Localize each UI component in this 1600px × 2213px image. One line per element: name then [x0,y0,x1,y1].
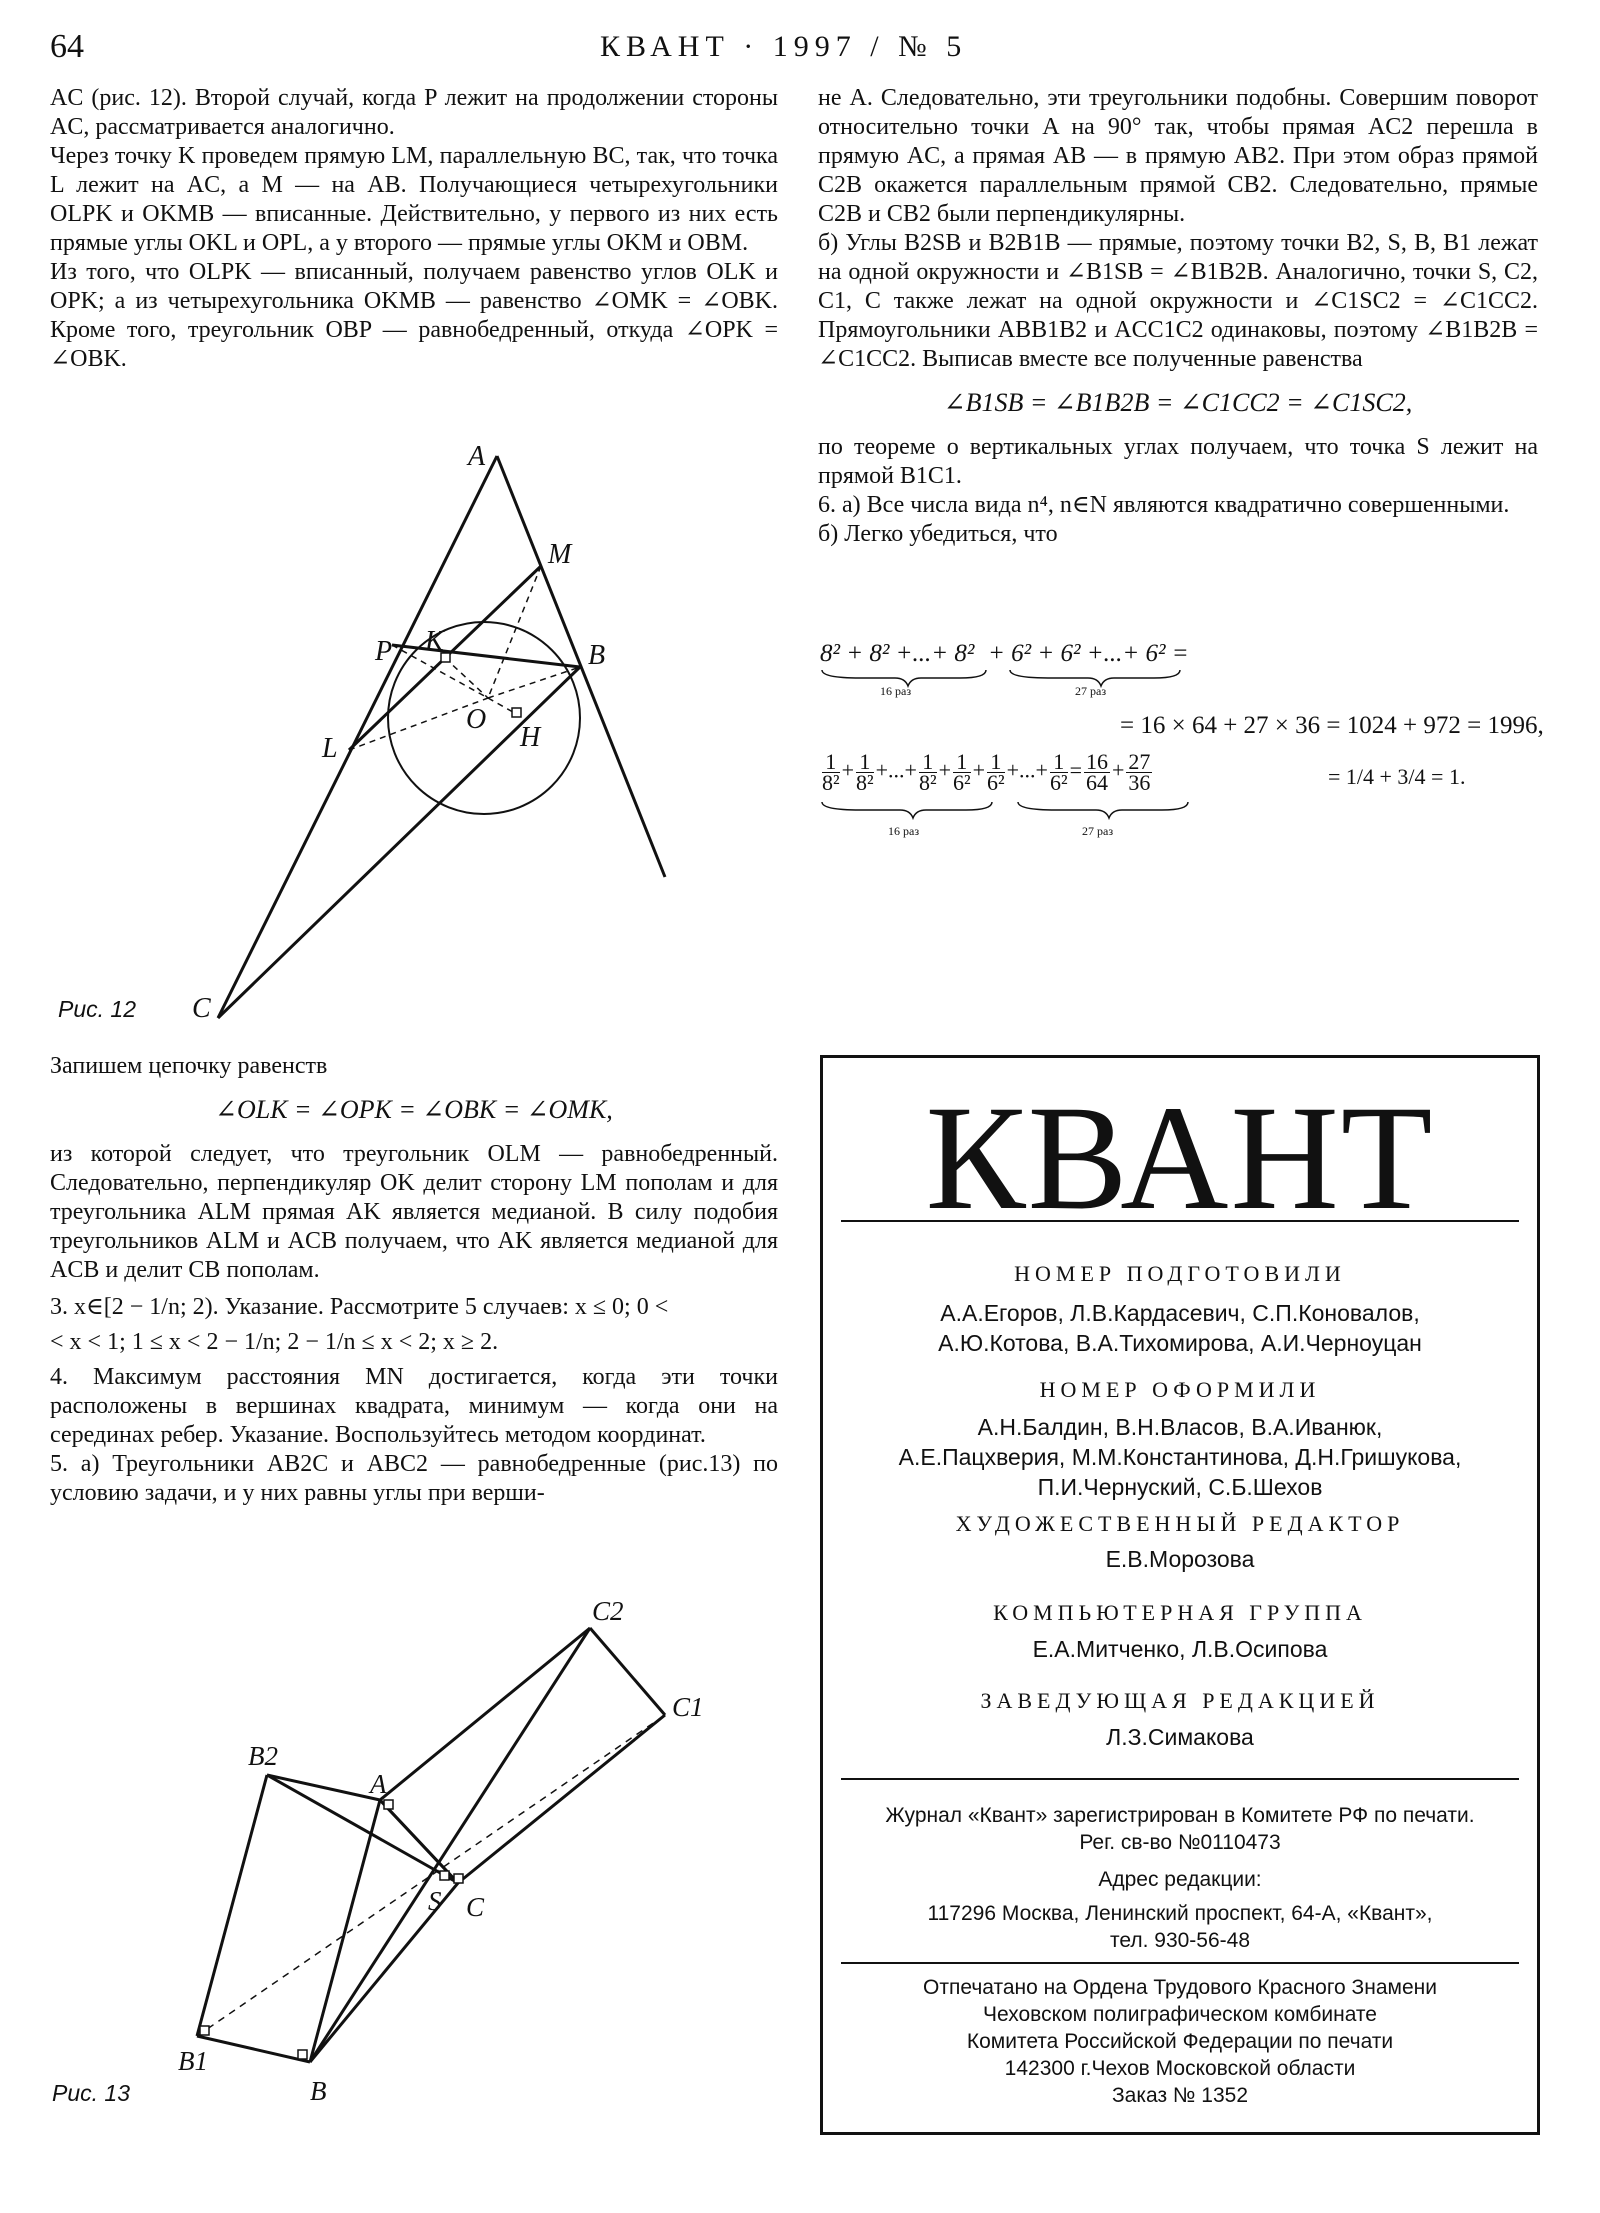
paragraph: < x < 1; 1 ≤ x < 2 − 1/n; 2 − 1/n ≤ x < 2; x ≥ 2. [50,1329,499,1355]
sum-2-under1: 16 раз [888,824,920,838]
journal-header: КВАНТ · 1997 / № 5 [600,30,968,63]
sum-1-part1: 8² + 8² +...+ 8² [820,640,975,667]
role-computer-group: КОМПЬЮТЕРНАЯ ГРУППА [993,1600,1367,1625]
label-c: C [192,993,211,1024]
right-column-top [818,84,1538,549]
paragraph: не A. Следовательно, эти треугольники подобны. Совершим поворот относительно точки A на 90° так, чтобы прямая AC2 перешла в прямую AC, а прямая AB — в прямую AB2. При этом образ прямой C2B окажется параллельным прямой CB2. Следовательно, прямые C2B и CB2 были перпендикулярны. [818,85,1538,227]
credits-box [820,1055,1540,2135]
paragraph: 3. x∈[2 − 1/n; 2). Указание. Рассмотрите 5 случаев: x ≤ 0; 0 < [50,1294,669,1320]
registration: Журнал «Квант» зарегистрирован в Комитете РФ по печати. Рег. св-во №0110473 [885,1804,1475,1854]
role-prepared: НОМЕР ПОДГОТОВИЛИ [1014,1261,1346,1286]
role-designed: НОМЕР ОФОРМИЛИ [1039,1377,1321,1402]
label-o: O [466,704,487,735]
equation: ∠B1SB = ∠B1B2B = ∠C1CC2 = ∠C1SC2, [943,388,1413,417]
names-head-editorial: Л.З.Симакова [1106,1724,1254,1750]
divider [841,1778,1519,1780]
label-l: L [322,733,338,764]
sum-2: $\frac{1}{\text{8²}}$ + $\frac{1}{\text{8²}}$ +...+ $\frac{1}{\text{8²}}$ + $\frac{1}{\text{6²}}$ + $\frac{1}{\text{6²}}$ +...+ $\frac{1}{\text{6²}}$ = $\frac{16}{64}$ + $\frac{27}{36}$ = 1/4 + 3/4 = 1. 16 раз 27 раз [822,749,1466,838]
equation: ∠OLK = ∠OPK = ∠OBK = ∠OMK, [215,1095,613,1124]
sum-1-under2: 27 раз [1075,684,1107,698]
sum-1 [820,640,1540,700]
sum-1-result: = 16 × 64 + 27 × 36 = 1024 + 972 = 1996, [1120,712,1544,739]
label-c2: C2 [592,1596,624,1626]
label-b: B [310,2076,327,2106]
label-b2: B2 [248,1741,278,1771]
paragraph: AC (рис. 12). Второй случай, когда P лежит на продолжении стороны AC, рассматривается аналогично. [50,85,778,140]
names-art-editor: Е.В.Морозова [1105,1546,1255,1572]
paragraph: Через точку K проведем прямую LM, параллельную BC, так, что точка L лежит на AC, а M — на AB. Получающиеся четырехугольники OLPK и OKMB — вписанные. Действительно, у первого из них есть прямые углы OKL и OPL, а у второго — прямые углы OKM и OBM. [50,143,778,256]
label-b1: B1 [178,2046,208,2076]
paragraph: б) Легко убедиться, что [818,521,1058,547]
divider [841,1962,1519,1964]
label-a: A [370,1769,387,1799]
paragraph: Запишем цепочку равенств [50,1053,328,1079]
names-designed: А.Н.Балдин, В.Н.Власов, В.А.Иванюк, А.Е.Пацхверия, М.М.Константинова, Д.Н.Гришукова, П.И.Чернуский, С.Б.Шехов [898,1414,1462,1500]
names-computer-group: Е.А.Митченко, Л.В.Осипова [1032,1636,1328,1662]
page-number: 64 [50,28,84,65]
address-label: Адрес редакции: [1098,1868,1262,1891]
sum-1-part2: + 6² + 6² +...+ 6² = [988,640,1189,667]
label-c: C [466,1892,485,1922]
figure-12-caption: Рис. 12 [58,996,136,1022]
sum-2-under2: 27 раз [1082,824,1114,838]
paragraph: б) Углы B2SB и B2B1B — прямые, поэтому точки B2, S, B, B1 лежат на одной окружности и ∠B1SB = ∠B1B2B. Аналогично, точки S, C2, C1, C также лежат на одной окружности и ∠C1SC2 = ∠C1CC2. Прямоугольники ABB1B2 и ACC1C2 одинаковы, поэтому ∠B1B2B = ∠C1CC2. Выписав вместе все полученные равенства [818,230,1538,372]
label-m: M [548,539,572,570]
label-a: A [468,441,486,472]
label-s: S [428,1886,442,1916]
figure-13-caption: Рис. 13 [52,2080,130,2106]
sum-1-under1: 16 раз [880,684,912,698]
kvant-logo: КВАНТ [925,1075,1435,1241]
paragraph: из которой следует, что треугольник OLM — равнобедренный. Следовательно, перпендикуляр OK делит сторону LM пополам и для треугольника ALM прямая AK является медианой. В силу подобия треугольников ALM и ACB получаем, что AK является медианой для ACB и делит CB пополам. [50,1141,778,1283]
label-p: P [375,636,393,667]
paragraph: по теореме о вертикальных углах получаем, что точка S лежит на прямой B1C1. [818,434,1538,489]
printing-info: Отпечатано на Ордена Трудового Красного Знамени Чеховском полиграфическом комбинате Комитета Российской Федерации по печати 142300 г.Чехов Московской области Заказ № 1352 [923,1976,1437,2107]
address: 117296 Москва, Ленинский проспект, 64-А, «Квант», тел. 930-56-48 [927,1902,1433,1952]
paragraph: 5. а) Треугольники AB2C и ABC2 — равнобедренные (рис.13) по условию задачи, и у них равны углы при верши- [50,1451,778,1506]
role-head-editorial: ЗАВЕДУЮЩАЯ РЕДАКЦИЕЙ [980,1688,1380,1713]
paragraph: 4. Максимум расстояния MN достигается, когда эти точки расположены в вершинах квадрата, минимум — когда они на серединах ребер. Указание. Воспользуйтесь методом координат. [50,1364,778,1448]
role-art-editor: ХУДОЖЕСТВЕННЫЙ РЕДАКТОР [955,1511,1405,1536]
paragraph: 6. а) Все числа вида n⁴, n∈N являются квадратично совершенными. [818,492,1510,518]
label-b: B [588,640,606,671]
sum-2-tail: = 1/4 + 3/4 = 1. [1328,764,1466,789]
names-prepared: А.А.Егоров, Л.В.Кардасевич, С.П.Коновалов, А.Ю.Котова, В.А.Тихомирова, А.И.Черноуцан [938,1300,1422,1356]
label-k: K [425,626,444,657]
divider [841,1220,1519,1222]
paragraph: Из того, что OLPK — вписанный, получаем равенство углов OLK и OPK; а из четырехугольника OKMB — равенство ∠OMK = ∠OBK. Кроме того, треугольник OBP — равнобедренный, откуда ∠OPK = ∠OBK. [50,259,778,372]
label-h: H [520,722,541,753]
label-c1: C1 [672,1692,704,1722]
